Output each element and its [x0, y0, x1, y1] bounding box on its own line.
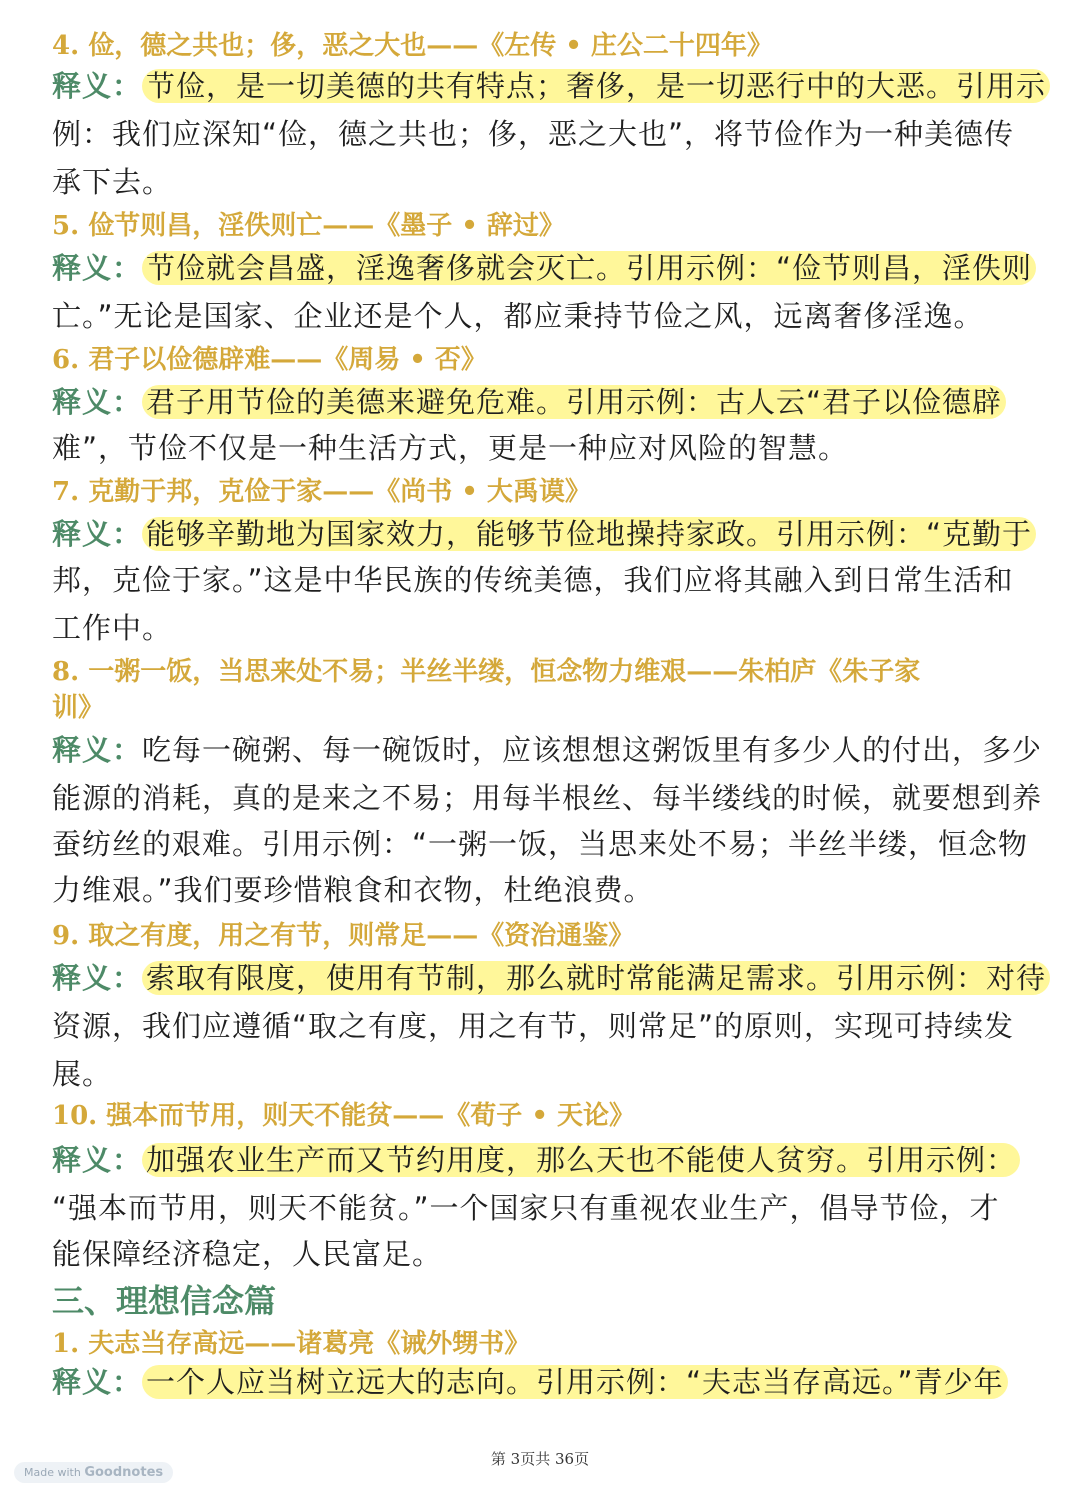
- entry-line: 能源的消耗，真的是来之不易；用每半根丝、每半缕线的时候，就要想到养: [52, 781, 1043, 815]
- entry-title: 5. 俭节则昌，淫佚则亡——《墨子 • 辞过》: [52, 211, 565, 241]
- entry-text: 吃每一碗粥、每一碗饭时，应该想想这粥饭里有多少人的付出，多少: [142, 733, 1043, 767]
- definition-label: 释义：: [52, 517, 143, 551]
- entry-text: 节俭就会昌盛，淫逸奢侈就会灭亡。引用示例：“俭节则昌，淫佚则: [142, 251, 1036, 285]
- definition-label: 释义：: [52, 69, 143, 103]
- entry-line: [52, 64, 1050, 108]
- entry-line: 资源，我们应遵循“取之有度，用之有节，则常足”的原则，实现可持续发: [52, 1009, 1015, 1043]
- entry-line: 承下去。: [52, 165, 173, 199]
- entry-line: [52, 380, 1006, 424]
- section-title: 三、理想信念篇: [52, 1282, 277, 1320]
- definition-label: 释义：: [52, 961, 143, 995]
- entry-line: [52, 956, 1050, 1000]
- entry-line: 难”，节俭不仅是一种生活方式，更是一种应对风险的智慧。: [52, 431, 849, 465]
- entry-line: [52, 246, 1036, 290]
- entry-text: 索取有限度，使用有节制，那么就时常能满足需求。引用示例：对待: [142, 961, 1050, 995]
- entry-title: 9. 取之有度，用之有节，则常足——《资治通鉴》: [52, 921, 635, 951]
- entry-text: 节俭，是一切美德的共有特点；奢侈，是一切恶行中的大恶。引用示: [142, 69, 1050, 103]
- entry-title: 8. 一粥一饭，当思来处不易；半丝半缕，恒念物力维艰——朱柏庐《朱子家: [52, 657, 921, 687]
- entry-line: [52, 1360, 1008, 1404]
- entry-title: 6. 君子以俭德辟难——《周易 • 否》: [52, 345, 487, 375]
- entry-line: [52, 512, 1036, 556]
- entry-line: 力维艰。”我们要珍惜粮食和衣物，杜绝浪费。: [52, 873, 654, 907]
- entry-line: 蚕纺丝的艰难。引用示例：“一粥一饭，当思来处不易；半丝半缕，恒念物: [52, 827, 1029, 861]
- entry-title: 7. 克勤于邦，克俭于家——《尚书 • 大禹谟》: [52, 477, 591, 507]
- entry-line: 亡。”无论是国家、企业还是个人，都应秉持节俭之风，远离奢侈淫逸。: [52, 299, 984, 333]
- entry-title: 4. 俭，德之共也；侈，恶之大也——《左传 • 庄公二十四年》: [52, 31, 773, 61]
- definition-label: 释义：: [52, 251, 143, 285]
- entry-line: 工作中。: [52, 611, 173, 645]
- entry-line: 例：我们应深知“俭，德之共也；侈，恶之大也”，将节俭作为一种美德传: [52, 117, 1015, 151]
- page-number: 第 3页共 36页: [490, 1450, 590, 1468]
- entry-text: 一个人应当树立远大的志向。引用示例：“夫志当存高远。”青少年: [142, 1365, 1008, 1399]
- entry-title-continued: 训》: [52, 693, 105, 723]
- entry-line: “强本而节用，则天不能贫。”一个国家只有重视农业生产，倡导节俭，才: [52, 1191, 1000, 1225]
- entry-line: [52, 1138, 1020, 1182]
- badge-small-text: Made with: [24, 1466, 81, 1479]
- badge-brand: Goodnotes: [84, 1465, 164, 1480]
- definition-label: 释义：: [52, 733, 143, 767]
- entry-title: 10. 强本而节用，则天不能贫——《荀子 • 天论》: [52, 1101, 636, 1131]
- goodnotes-badge[interactable]: [14, 1462, 173, 1483]
- definition-label: 释义：: [52, 1143, 143, 1177]
- entry-line: [52, 728, 1042, 772]
- entry-line: 能保障经济稳定，人民富足。: [52, 1237, 443, 1271]
- entry-text: 君子用节俭的美德来避免危难。引用示例：古人云“君子以俭德辟: [142, 385, 1006, 419]
- definition-label: 释义：: [52, 1365, 143, 1399]
- entry-title: 1. 夫志当存高远——诸葛亮《诫外甥书》: [52, 1329, 531, 1359]
- definition-label: 释义：: [52, 385, 143, 419]
- entry-line: 展。: [52, 1057, 113, 1091]
- entry-text: 加强农业生产而又节约用度，那么天也不能使人贫穷。引用示例：: [142, 1143, 1020, 1177]
- entry-text: 能够辛勤地为国家效力，能够节俭地操持家政。引用示例：“克勤于: [142, 517, 1036, 551]
- entry-line: 邦，克俭于家。”这是中华民族的传统美德，我们应将其融入到日常生活和: [52, 563, 1014, 597]
